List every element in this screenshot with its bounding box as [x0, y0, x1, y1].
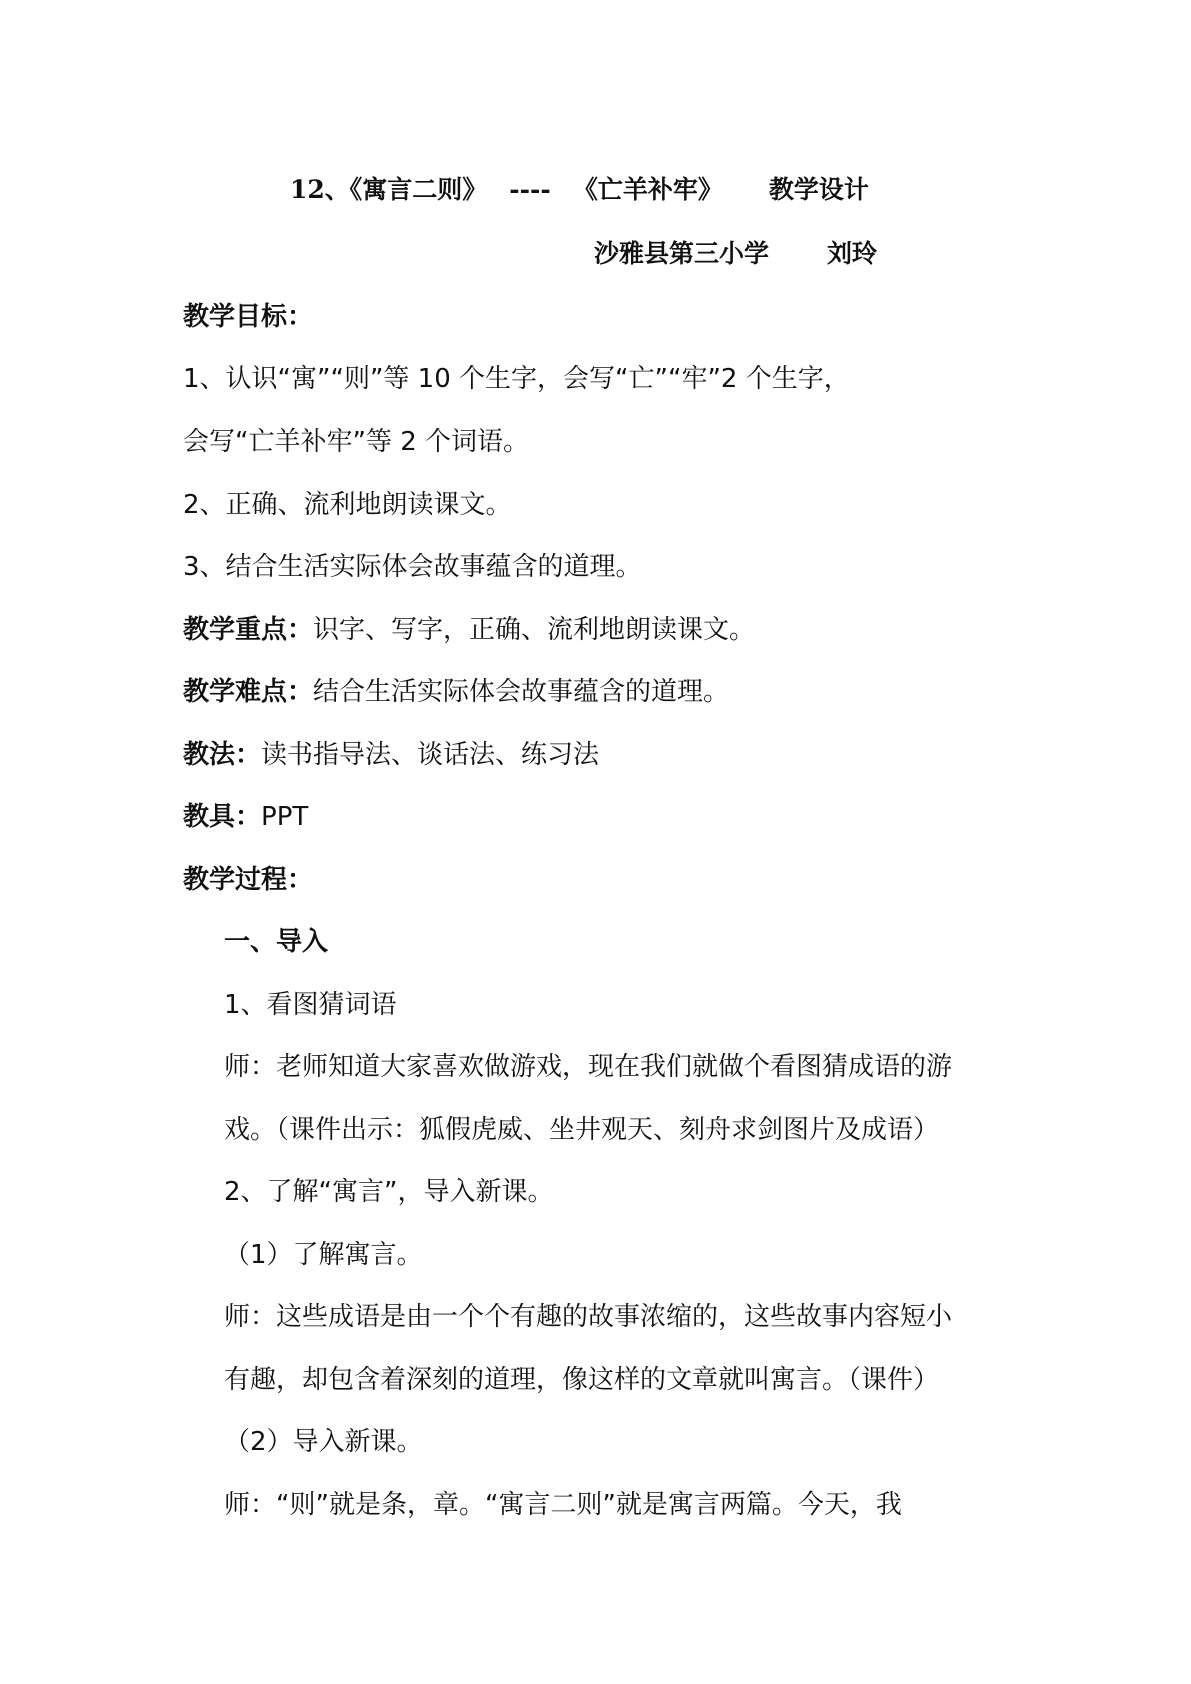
difficulties: [183, 675, 729, 709]
teacher-1-line-2: 戏。（课件出示：狐假虎威、坐井观天、刻舟求剑图片及成语）: [224, 1115, 940, 1145]
teacher-3-line-1: 师：“则”就是条，章。“寓言二则”就是寓言两篇。今天，我: [224, 1490, 902, 1520]
title-design: 教学设计: [768, 175, 869, 204]
methods-label: 教法：: [183, 740, 262, 770]
sub-step-1: （1）了解寓言。: [224, 1240, 423, 1270]
teacher-2-line-1: 师：这些成语是由一个个有趣的故事浓缩的，这些故事内容短小: [224, 1302, 953, 1332]
title-dash: ----: [509, 175, 551, 204]
methods-text: 读书指导法、谈话法、练习法: [261, 740, 600, 770]
objective-2: 2、正确、流利地朗读课文。: [183, 490, 512, 520]
author-line: [594, 237, 877, 271]
objectives-heading: 教学目标：: [183, 302, 314, 332]
teaching-tools: [183, 800, 308, 834]
section-1-heading: 一、导入: [224, 927, 329, 957]
key-points: [183, 613, 755, 647]
difficulties-label: 教学难点：: [183, 677, 314, 707]
objective-3: 3、结合生活实际体会故事蕴含的道理。: [183, 552, 642, 582]
tools-label: 教具：: [183, 802, 262, 832]
key-points-label: 教学重点：: [183, 615, 314, 645]
title-lesson: 12、《寓言二则》: [290, 175, 488, 204]
teacher-1-line-1: 师：老师知道大家喜欢做游戏，现在我们就做个看图猜成语的游: [224, 1052, 953, 1082]
teaching-methods: [183, 738, 599, 772]
sub-step-2: （2）导入新课。: [224, 1427, 423, 1457]
key-points-text: 识字、写字，正确、流利地朗读课文。: [313, 615, 756, 645]
step-2: 2、了解“寓言”，导入新课。: [224, 1177, 554, 1207]
process-heading: 教学过程：: [183, 865, 314, 895]
objective-1-line-2: 会写“亡羊补牢”等 2 个词语。: [183, 427, 530, 457]
title-story: 《亡羊补牢》: [572, 175, 723, 204]
objective-1-line-1: 1、认识“寓”“则”等 10 个生字，会写“亡”“牢”2 个生字，: [183, 364, 850, 394]
step-1: 1、看图猜词语: [224, 990, 397, 1020]
school-name: 沙雅县第三小学: [594, 239, 770, 268]
document-title: [290, 173, 869, 207]
teacher-2-line-2: 有趣，却包含着深刻的道理，像这样的文章就叫寓言。（课件）: [224, 1365, 940, 1395]
difficulties-text: 结合生活实际体会故事蕴含的道理。: [313, 677, 730, 707]
author-name: 刘玲: [827, 239, 878, 268]
tools-text: PPT: [261, 802, 309, 832]
